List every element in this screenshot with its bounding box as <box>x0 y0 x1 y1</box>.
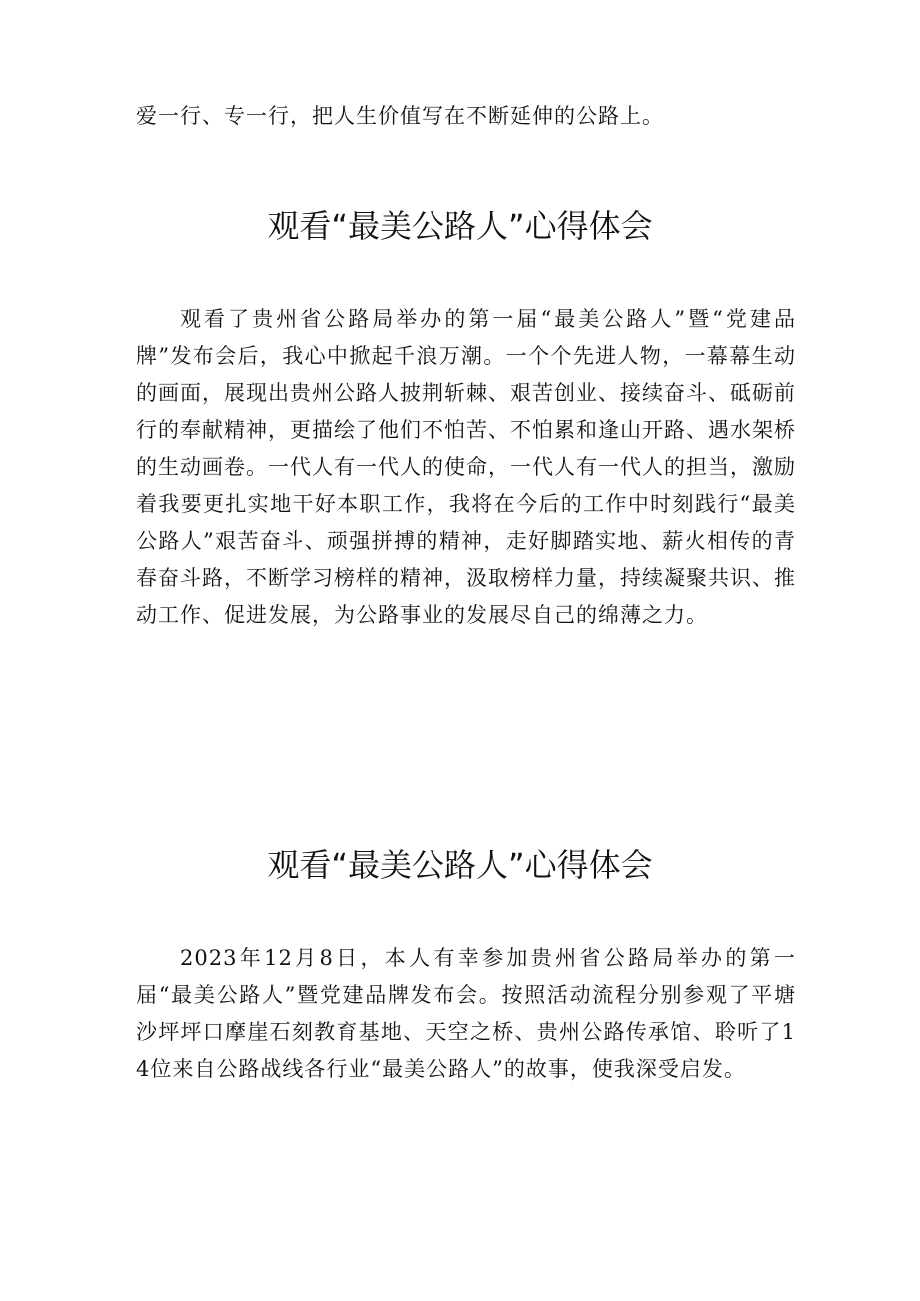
section-title-2: 观看“最美公路人”心得体会 <box>267 846 653 884</box>
section-title-1: 观看“最美公路人”心得体会 <box>267 207 653 245</box>
section-paragraph-2: 2023年12月8日，本人有幸参加贵州省公路局举办的第一届“最美公路人”暨党建品牌发布会。按照活动流程分别参观了平塘沙坪坪口摩崖石刻教育基地、天空之桥、贵州公路传承馆、聆听了14位来自公路战线各行业“最美公路人”的故事，使我深受启发。 <box>136 946 796 1081</box>
section-paragraph-1: 观看了贵州省公路局举办的第一届“最美公路人”暨“党建品牌”发布会后，我心中掀起千浪万潮。一个个先进人物，一幕幕生动的画面，展现出贵州公路人披荆斩棘、艰苦创业、接续奋斗、砥砺前行的奉献精神，更描绘了他们不怕苦、不怕累和逢山开路、遇水架桥的生动画卷。一代人有一代人的使命，一代人有一代人的担当，激励着我要更扎实地干好本职工作，我将在今后的工作中时刻践行“最美公路人”艰苦奋斗、顽强拼搏的精神，走好脚踏实地、薪火相传的青春奋斗路，不断学习榜样的精神，汲取榜样力量，持续凝聚共识、推动工作、促进发展，为公路事业的发展尽自己的绵薄之力。 <box>136 307 796 627</box>
lead-paragraph-ending: 爱一行、专一行，把人生价值写在不断延伸的公路上。 <box>136 104 664 128</box>
